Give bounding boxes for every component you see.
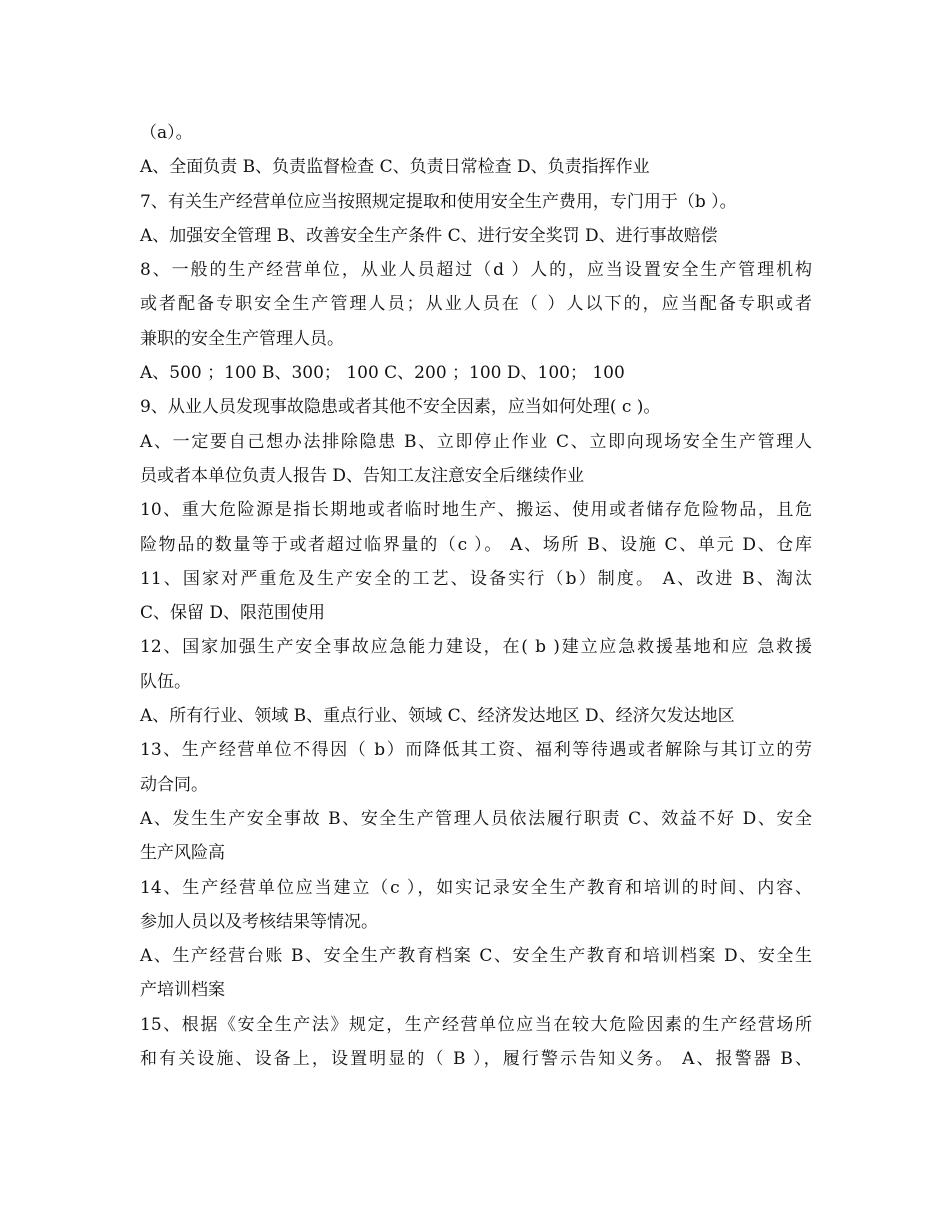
document-body: [140, 116, 812, 1076]
text-line: 14、生产经营单位应当建立（c ），如实记录安全生产教育和培训的时间、内容、: [140, 877, 812, 898]
text-line: 和有关设施、设备上，设置明显的（ B ），履行警示告知义务。 A、报警器 B、: [140, 1049, 812, 1070]
text-line: 员或者本单位负责人报告 D、告知工友注意安全后继续作业: [140, 465, 585, 486]
text-line: C、保留 D、限范围使用: [140, 603, 326, 624]
text-line: 12、国家加强生产安全事故应急能力建设，在( b )建立应急救援基地和应 急救援: [140, 637, 812, 658]
text-line: 11、国家对严重危及生产安全的工艺、设备实行（b）制度。 A、改进 B、淘汰: [140, 568, 812, 589]
text-line: 8、一般的生产经营单位，从业人员超过（d ）人的，应当设置安全生产管理机构: [140, 260, 812, 281]
text-line: A、发生生产安全事故 B、安全生产管理人员依法履行职责 C、效益不好 D、安全: [140, 808, 812, 829]
text-line: （a）。: [140, 123, 193, 143]
text-line: A、所有行业、领域 B、重点行业、领域 C、经济发达地区 D、经济欠发达地区: [140, 706, 735, 727]
text-line: A、生产经营台账 B、安全生产教育档案 C、安全生产教育和培训档案 D、安全生: [140, 946, 812, 967]
text-line: A、一定要自己想办法排除隐患 B、立即停止作业 C、立即向现场安全生产管理人: [140, 431, 812, 452]
text-line: 动合同。: [140, 774, 208, 795]
text-line: 参加人员以及考核结果等情况。: [140, 911, 378, 932]
text-line: 生产风险高: [140, 843, 225, 864]
text-line: 15、根据《安全生产法》规定，生产经营单位应当在较大危险因素的生产经营场所: [140, 1014, 812, 1035]
text-line: 13、生产经营单位不得因（ b）而降低其工资、福利等待遇或者解除与其订立的劳: [140, 740, 812, 761]
text-line: 7、有关生产经营单位应当按照规定提取和使用安全生产费用，专门用于（b ）。: [140, 191, 737, 212]
text-line: 9、从业人员发现事故隐患或者其他不安全因素，应当如何处理( c )。: [140, 397, 661, 418]
text-line: 或者配备专职安全生产管理人员；从业人员在（ ）人以下的，应当配备专职或者: [140, 294, 812, 315]
text-line: 产培训档案: [140, 980, 225, 1001]
text-line: 险物品的数量等于或者超过临界量的（c ）。 A、场所 B、设施 C、单元 D、仓库: [140, 534, 812, 555]
text-line: A、加强安全管理 B、改善安全生产条件 C、进行安全奖罚 D、进行事故赔偿: [140, 225, 718, 246]
text-line: A、500 ；100 B、300； 100 C、200 ；100 D、100； 100: [140, 363, 625, 384]
text-line: A、全面负责 B、负责监督检查 C、负责日常检查 D、负责指挥作业: [140, 157, 650, 178]
text-line: 10、重大危险源是指长期地或者临时地生产、搬运、使用或者储存危险物品，且危: [140, 500, 812, 521]
text-line: 队伍。: [140, 671, 191, 692]
text-line: 兼职的安全生产管理人员。: [140, 328, 344, 349]
